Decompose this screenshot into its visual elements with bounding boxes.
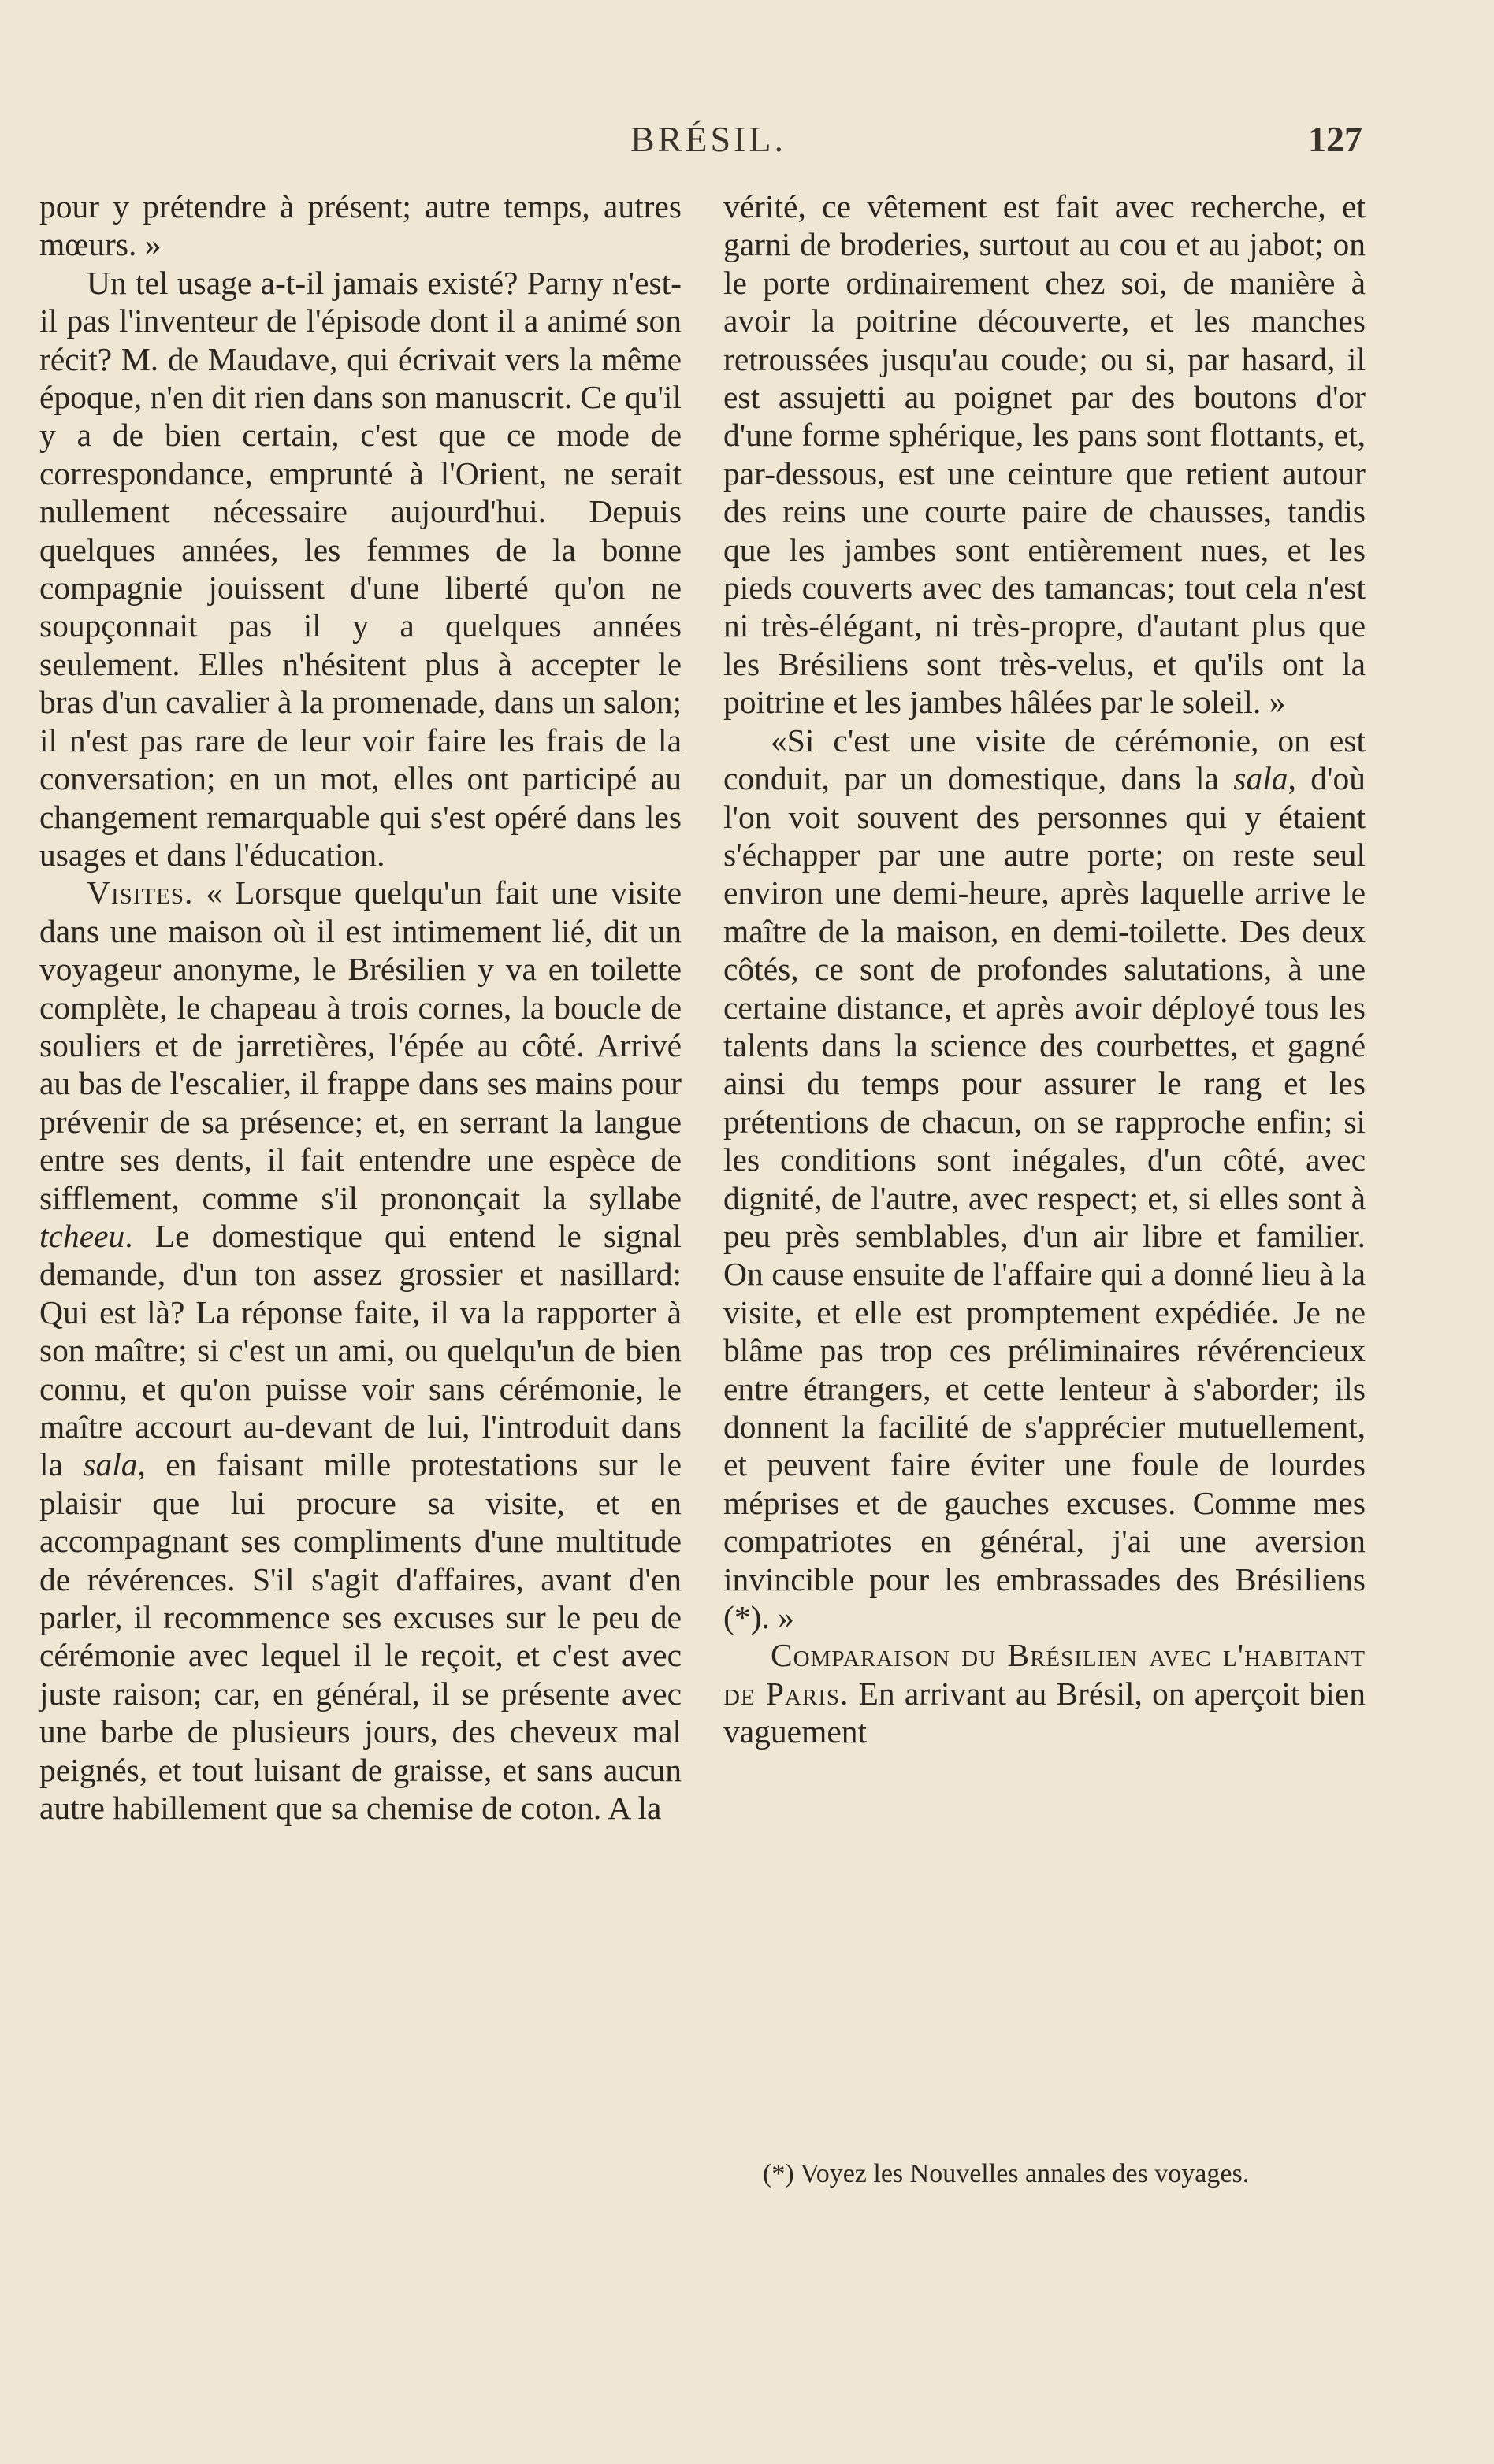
paragraph (723, 722, 1366, 1637)
page-number: 127 (1308, 119, 1362, 159)
running-title: BRÉSIL. (630, 119, 786, 159)
left-column (39, 187, 682, 1827)
text-run: , d'où l'on voit souvent des personnes qui y étaient s'échapper par une autre porte; on reste seul environ une demi-heure, après laquelle arrive le maître de la maison, en demi-toilette. Des deux côtés, ce sont de profondes salutations, à une certaine distance, et après avoir déployé tous les talents dans la science des courbettes, et gagné ainsi du temps pour assurer le rang et les prétentions de chacun, on se rapproche enfin; si les conditions sont inégales, d'un côté, avec dignité, de l'autre, avec respect; et, si elles sont à peu près semblables, d'un air libre et familier. On cause ensuite de l'affaire qui a donné lieu à la visite, et elle est promptement expédiée. Je ne blâme pas trop ces préliminaires révérencieux entre étrangers, et cette lenteur à s'aborder; ils donnent la facilité de s'apprécier mutuellement, et peuvent faire éviter une foule de lourdes méprises et de gauches excuses. Comme mes compatriotes en général, j'ai une aversion invincible pour les embrassades des Brésiliens (*). » (723, 760, 1366, 1636)
paragraph: vérité, ce vêtement est fait avec recherche, et garni de broderies, surtout au cou et au jabot; on le porte ordinairement chez soi, de manière à avoir la poitrine découverte, et les manches retroussées jusqu'au coude; ou si, par hasard, il est assujetti au poignet par des boutons d'or d'une forme sphérique, les pans sont flottants, et, par-dessous, est une ceinture que retient autour des reins une courte paire de chausses, tandis que les jambes sont entièrement nues, et les pieds couverts avec des tamancas; tout cela n'est ni très-élégant, ni très-propre, d'autant plus que les Brésiliens sont très-velus, et qu'ils ont la poitrine et les jambes hâlées par le soleil. » (723, 188, 1366, 721)
italic-word: sala (83, 1446, 138, 1483)
section-heading-comparaison: Comparaison du Brésilien avec l'habitant de Paris. (723, 1637, 1366, 1712)
paragraph-comparaison (723, 1636, 1366, 1750)
paragraph-visites (39, 874, 682, 1827)
paragraph: pour y prétendre à présent; autre temps, autres mœurs. » (39, 188, 682, 263)
section-heading-visites: Visites. (87, 874, 194, 911)
italic-word: sala (1233, 760, 1288, 797)
text-run: « Lorsque quelqu'un fait une visite dans une maison où il est intimement lié, dit un voyageur anonyme, le Brésilien y va en toilette complète, le chapeau à trois cornes, la boucle de souliers et de jarretières, l'épée au côté. Arrivé au bas de l'escalier, il frappe dans ses mains pour prévenir de sa présence; et, en serrant la langue entre ses dents, il fait entendre une espèce de sifflement, comme s'il prononçait la syllabe (39, 874, 682, 1216)
right-column (723, 187, 1366, 1751)
text-run: «Si c'est une visite de cérémonie, on est conduit, par un domestique, dans la (723, 722, 1366, 797)
paragraph: Un tel usage a-t-il jamais existé? Parny n'est-il pas l'inventeur de l'épisode dont il a animé son récit? M. de Maudave, qui écrivait vers la même époque, n'en dit rien dans son manuscrit. Ce qu'il y a de bien certain, c'est que ce mode de correspondance, emprunté à l'Orient, ne serait nullement nécessaire aujourd'hui. Depuis quelques années, les femmes de la bonne compagnie jouissent d'une liberté qu'on ne soupçonnait pas il y a quelques années seulement. Elles n'hésitent plus à accepter le bras d'un cavalier à la promenade, dans un salon; il n'est pas rare de leur voir faire les frais de la conversation; en un mot, elles ont participé au changement remarquable qui s'est opéré dans les usages et dans l'éducation. (39, 264, 682, 873)
text-run: En arrivant au Brésil, on aperçoit bien vaguement (723, 1675, 1366, 1750)
text-run: . Le domestique qui entend le signal demande, d'un ton assez grossier et nasillard: Qui est là? La réponse faite, il va la rapporter à son maître; si c'est un ami, ou quelqu'un de bien connu, et qu'on puisse voir sans cérémonie, le maître accourt au-devant de lui, l'introduit dans la (39, 1217, 682, 1483)
italic-word: tcheeu (39, 1217, 125, 1254)
text-run: , en faisant mille protestations sur le plaisir que lui procure sa visite, et en accompagnant ses compliments d'une multitude de révérences. S'il s'agit d'affaires, avant d'en parler, il recommence ses excuses sur le peu de cérémonie avec lequel il le reçoit, et c'est avec juste raison; car, en général, il se présente avec une barbe de plusieurs jours, des cheveux mal peignés, et tout luisant de graisse, et sans aucun autre habillement que sa chemise de coton. A la (39, 1446, 682, 1827)
running-head (0, 118, 1494, 165)
footnote: (*) Voyez les Nouvelles annales des voyages. (763, 2159, 1250, 2188)
